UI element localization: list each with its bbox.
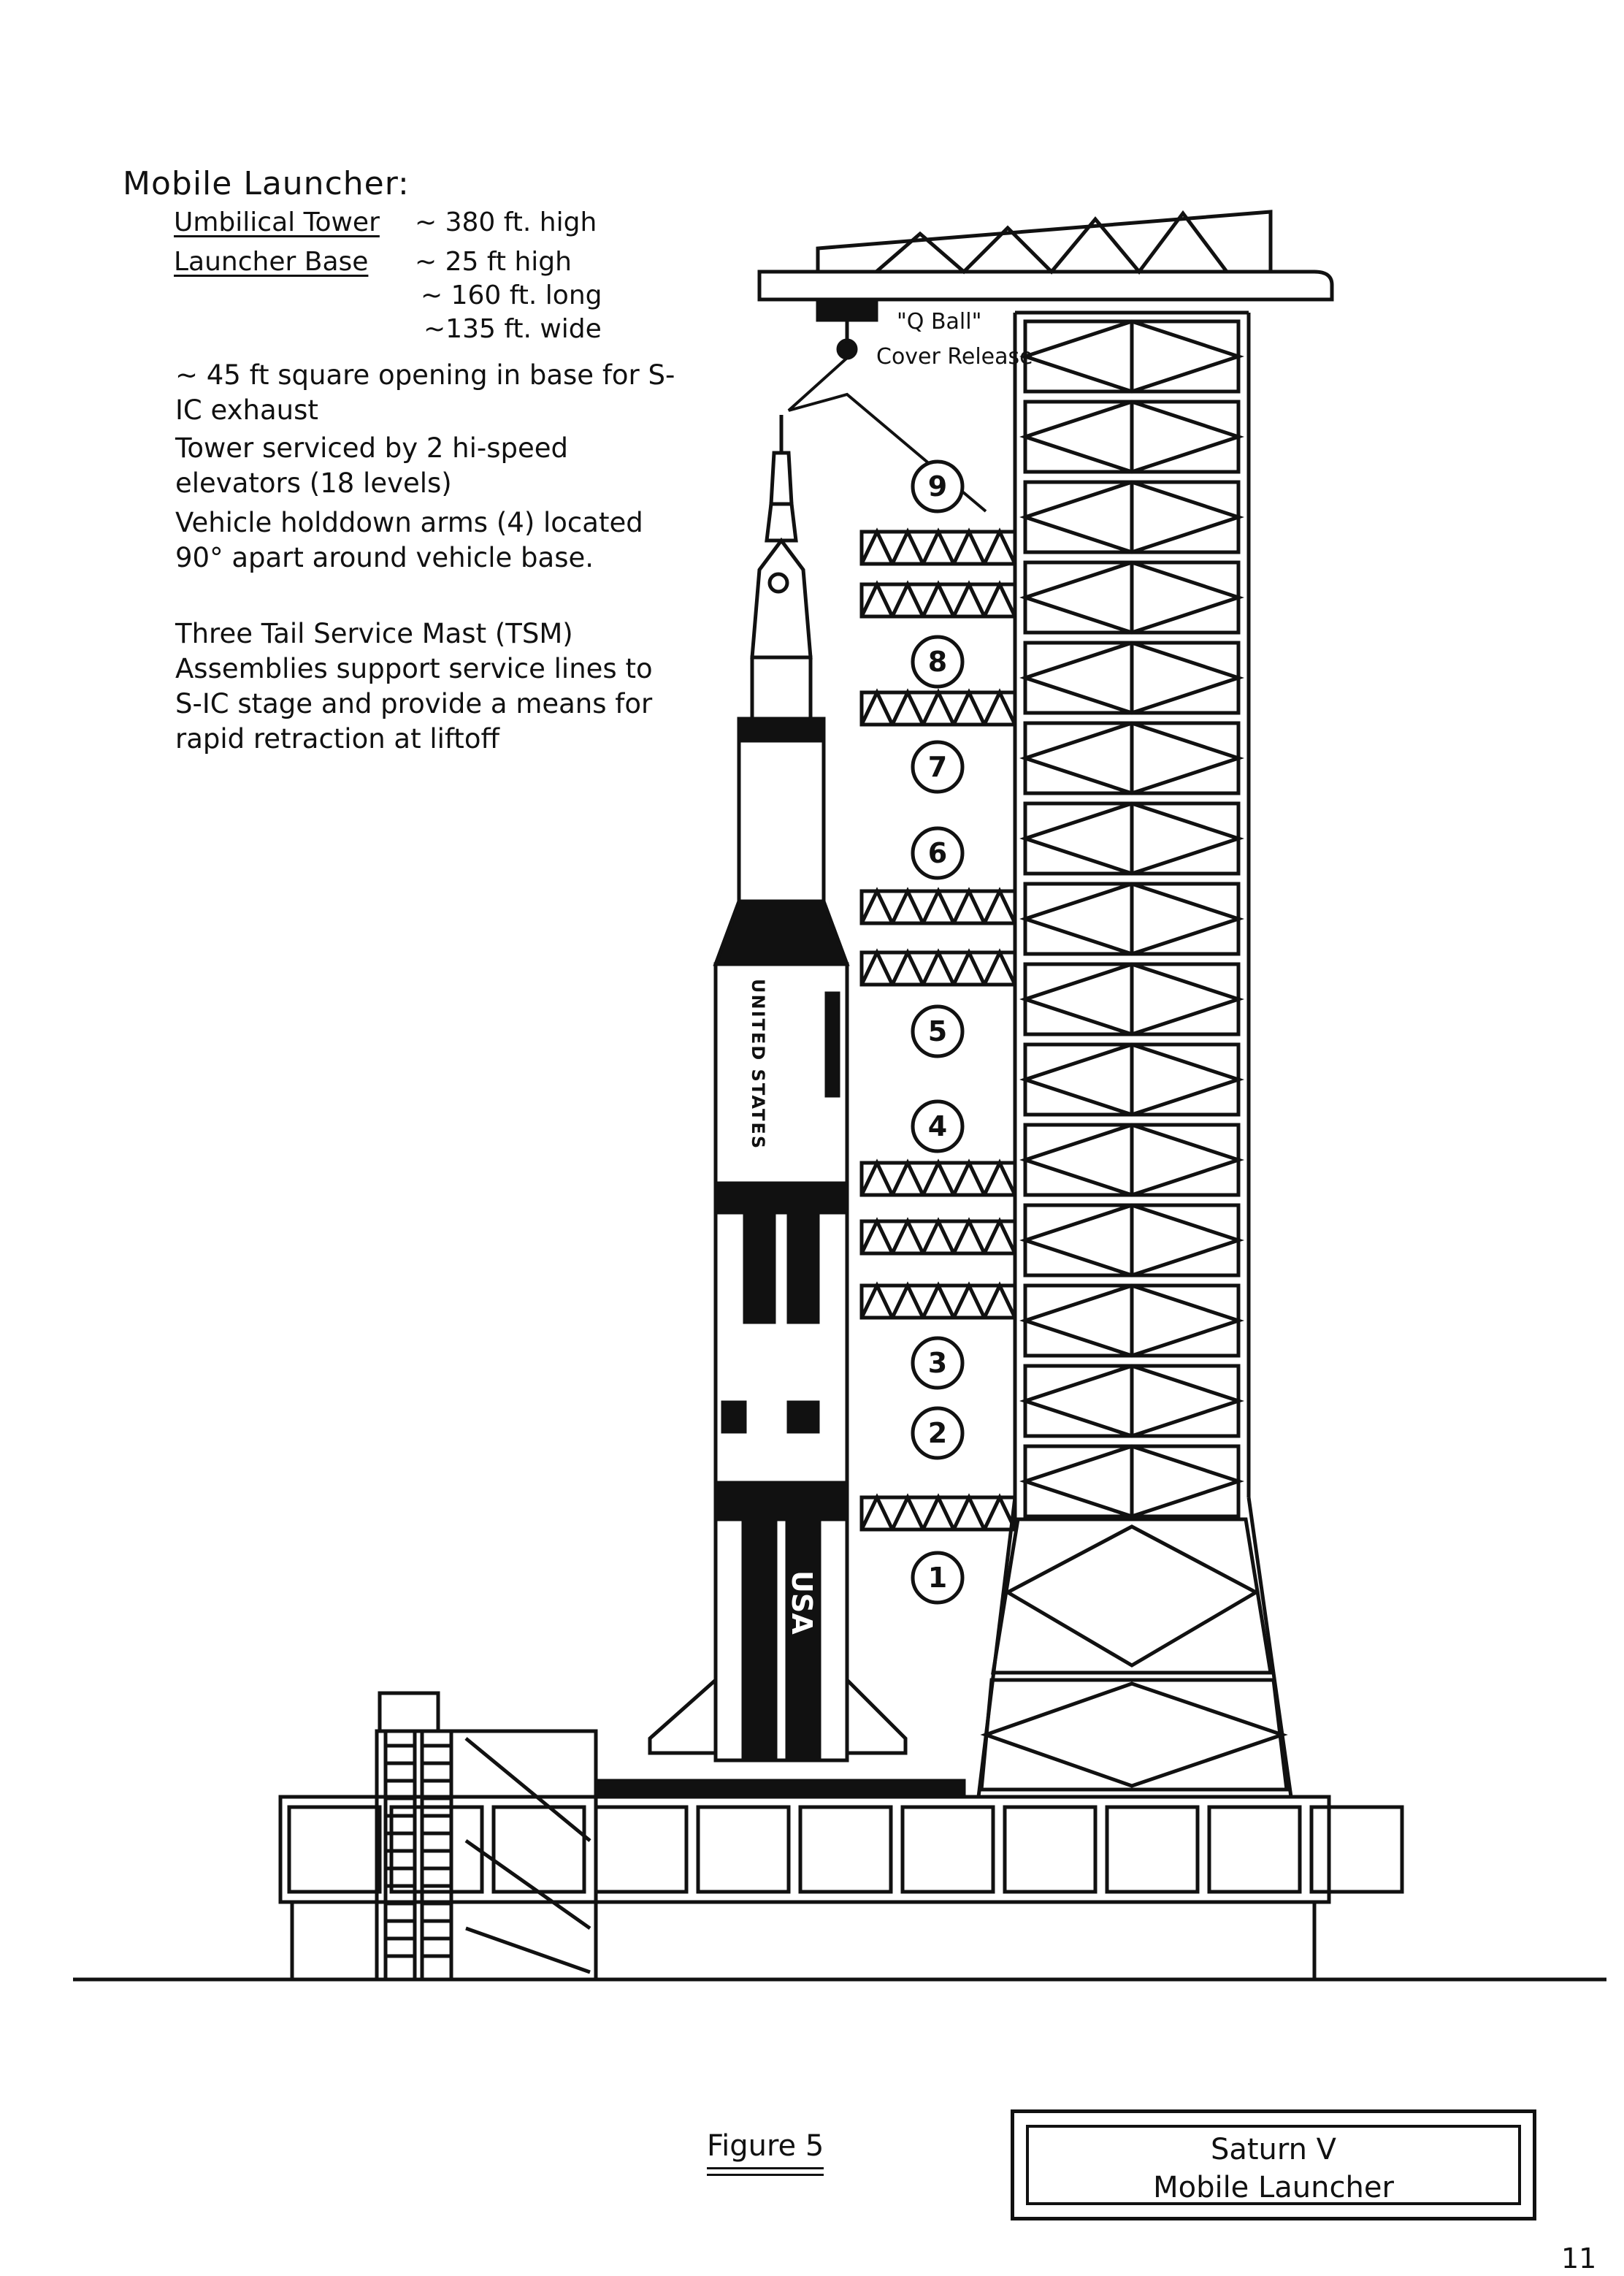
base-box <box>1005 1807 1095 1892</box>
swing-arm-number: 1 <box>927 1562 948 1594</box>
base-box <box>800 1807 891 1892</box>
spec-value-base-length: ~ 160 ft. long <box>421 280 602 310</box>
tower-bracing <box>1008 1527 1256 1665</box>
swing-arm-number: 3 <box>927 1347 948 1379</box>
base-box <box>494 1807 584 1892</box>
base-box <box>1107 1807 1198 1892</box>
swing-arm-numbers <box>913 462 962 1603</box>
swing-arm-number: 5 <box>927 1015 948 1047</box>
swing-arm-number: 2 <box>927 1417 948 1449</box>
figure-caption: Figure 5 <box>707 2129 824 2169</box>
cover-release-label: Cover Release <box>876 344 1033 370</box>
tower-panel <box>993 1519 1271 1673</box>
swing-arm-number: 6 <box>927 837 948 869</box>
tower-panel <box>981 1680 1287 1790</box>
base-box <box>1209 1807 1300 1892</box>
base-box <box>698 1807 789 1892</box>
umbilical-tower <box>978 313 1291 1797</box>
stair-tower <box>377 1693 596 1979</box>
title-line-1: Saturn V <box>1210 2133 1337 2166</box>
spec-value-base-width: ~135 ft. wide <box>424 314 602 344</box>
q-ball-label: "Q Ball" <box>897 309 982 335</box>
launcher-base <box>280 1781 1402 1979</box>
swing-arm-number: 9 <box>927 470 948 503</box>
spec-label-umbilical-tower: Umbilical Tower <box>174 207 380 237</box>
note-exhaust-opening: ~ 45 ft square opening in base for S-IC exhaust <box>175 359 675 426</box>
title-line-2: Mobile Launcher <box>1153 2171 1394 2204</box>
spec-value-base-height: ~ 25 ft high <box>415 247 572 277</box>
note-tail-service-masts: Three Tail Service Mast (TSM) Assemblies support service lines to S-IC stage and provide a means for rapid retraction at liftoff <box>175 618 653 755</box>
spec-value-tower-height: ~ 380 ft. high <box>415 207 597 237</box>
usa-label: USA <box>786 1570 818 1635</box>
spec-label-launcher-base: Launcher Base <box>174 247 369 277</box>
notes-title: Mobile Launcher: <box>123 165 410 202</box>
swing-arm-number: 8 <box>927 646 948 678</box>
base-box <box>289 1807 380 1892</box>
title-box <box>1011 2109 1536 2220</box>
swing-arm-number: 4 <box>927 1110 948 1142</box>
base-box <box>596 1807 686 1892</box>
note-holddown-arms: Vehicle holddown arms (4) located 90° apart around vehicle base. <box>175 507 643 573</box>
note-elevators: Tower serviced by 2 hi-speed elevators (18 levels) <box>175 432 569 499</box>
page-number: 11 <box>1561 2242 1597 2275</box>
tower-bracing <box>986 1684 1282 1786</box>
united-states-label: UNITED STATES <box>748 979 768 1150</box>
swing-arm-number: 7 <box>927 751 948 783</box>
base-box <box>1311 1807 1402 1892</box>
base-box <box>903 1807 993 1892</box>
